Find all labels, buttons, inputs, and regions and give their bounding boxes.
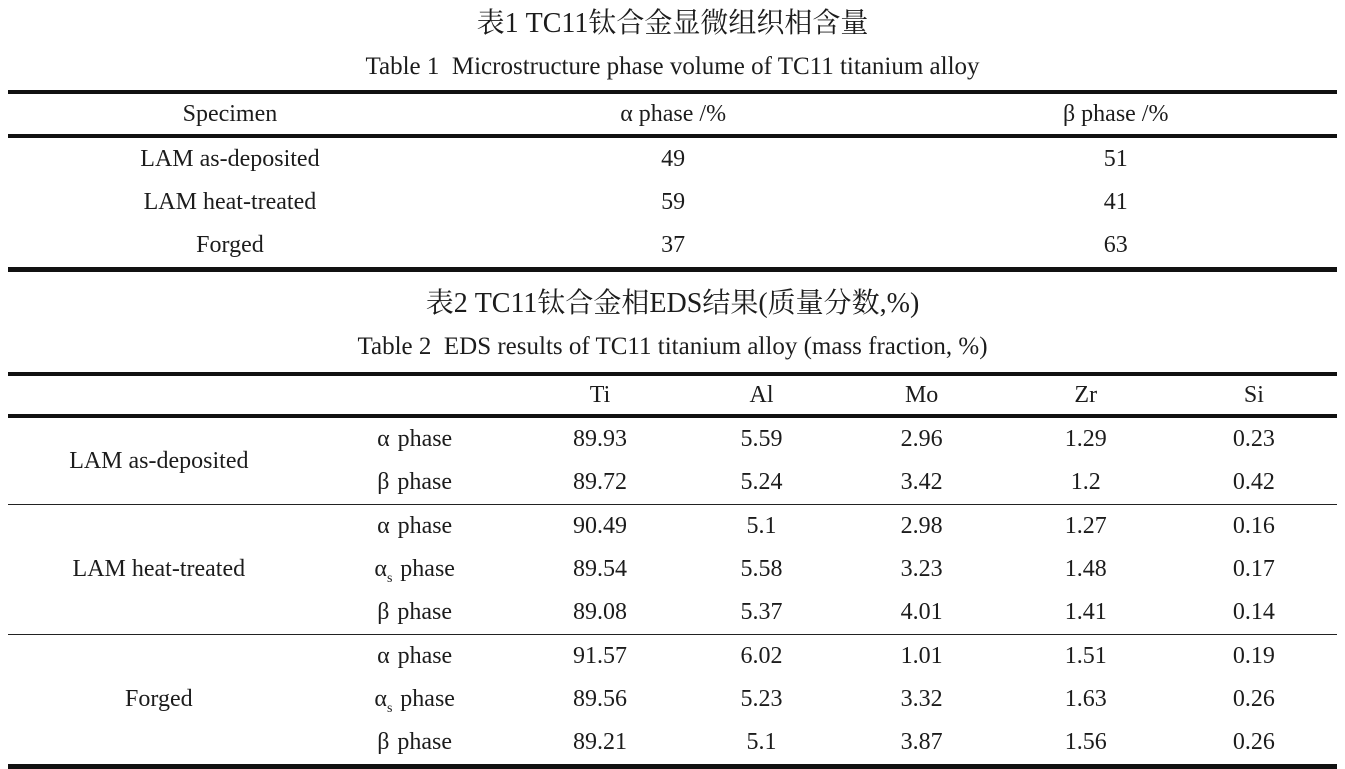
- value-ti: 89.54: [573, 556, 628, 582]
- table-row: [8, 181, 1337, 224]
- value-mo: 3.87: [900, 729, 943, 755]
- value-mo: 2.96: [900, 426, 943, 452]
- table-row: [8, 505, 1337, 549]
- value-al: 5.1: [746, 729, 777, 755]
- table2-eds-results: [8, 372, 1337, 769]
- value-zr: 1.2: [1070, 469, 1101, 495]
- alpha-value-cell: 49: [661, 146, 686, 172]
- phase-cell: [310, 505, 520, 549]
- value-zr: 1.27: [1001, 505, 1171, 549]
- table1-header-specimen: Specimen: [8, 92, 452, 136]
- table1-caption-zh: 表1 TC11钛合金显微组织相含量: [476, 8, 869, 39]
- value-zr: 1.63: [1064, 686, 1107, 712]
- table2-header-empty-specimen: [8, 374, 310, 416]
- alpha-value-cell: 37: [661, 232, 686, 258]
- phase-symbol: α: [374, 686, 387, 712]
- value-mo: 1.01: [843, 635, 1001, 679]
- phase-subscript: s: [386, 570, 393, 586]
- value-si: 0.26: [1232, 729, 1275, 755]
- phase-word: phase: [397, 643, 453, 669]
- value-zr: 1.56: [1064, 729, 1107, 755]
- value-al: 5.1: [680, 505, 842, 549]
- value-ti: 90.49: [520, 505, 681, 549]
- value-zr: 1.48: [1064, 556, 1107, 582]
- value-zr: 1.29: [1064, 426, 1107, 452]
- table-row: [8, 224, 1337, 270]
- phase-cell: [310, 416, 520, 461]
- value-ti: 89.56: [573, 686, 628, 712]
- table2-header-si: Si: [1171, 374, 1337, 416]
- phase-symbol: β: [377, 729, 390, 755]
- table1-header-alpha-phase: α phase /%: [452, 92, 895, 136]
- value-si: 0.19: [1171, 635, 1337, 679]
- value-mo: 3.32: [900, 686, 943, 712]
- value-ti: 89.72: [573, 469, 628, 495]
- phase-symbol: α: [377, 643, 390, 669]
- phase-word: phase: [400, 556, 455, 582]
- phase-word: phase: [397, 469, 453, 495]
- phase-cell: [310, 635, 520, 679]
- beta-value-cell: 51: [1103, 146, 1128, 172]
- phase-cell: [310, 461, 520, 505]
- specimen-cell: Forged: [8, 635, 310, 767]
- value-mo: 3.42: [900, 469, 943, 495]
- table1-header-row: [8, 92, 1337, 136]
- value-al: 5.24: [740, 469, 783, 495]
- table2-header-row: [8, 374, 1337, 416]
- alpha-value-cell: 59: [661, 189, 686, 215]
- phase-cell: [310, 678, 520, 721]
- value-zr: 1.51: [1001, 635, 1171, 679]
- phase-symbol: β: [377, 469, 390, 495]
- phase-word: phase: [397, 426, 453, 452]
- phase-symbol: α: [377, 426, 390, 452]
- table-row: [8, 136, 1337, 181]
- value-al: 6.02: [680, 635, 842, 679]
- table2-header-zr: Zr: [1001, 374, 1171, 416]
- value-al: 5.23: [740, 686, 783, 712]
- value-ti: 89.21: [573, 729, 628, 755]
- table2-header-al: Al: [680, 374, 842, 416]
- table2-header-ti: Ti: [520, 374, 681, 416]
- phase-symbol: α: [377, 513, 390, 539]
- phase-word: phase: [400, 686, 455, 712]
- beta-value-cell: 41: [1103, 189, 1128, 215]
- table1-phase-volume: [8, 90, 1337, 272]
- phase-symbol: β: [377, 599, 390, 625]
- table2-header-mo: Mo: [843, 374, 1001, 416]
- value-al: 5.37: [740, 599, 783, 625]
- table-row: [8, 635, 1337, 679]
- value-mo: 2.98: [843, 505, 1001, 549]
- value-si: 0.26: [1232, 686, 1275, 712]
- phase-cell: [310, 721, 520, 767]
- value-si: 0.14: [1232, 599, 1275, 625]
- phase-cell: [310, 548, 520, 591]
- phase-symbol: α: [374, 556, 387, 582]
- specimen-cell: LAM as-deposited: [69, 447, 249, 474]
- phase-word: phase: [397, 729, 453, 755]
- value-si: 0.17: [1232, 556, 1275, 582]
- specimen-cell: LAM heat-treated: [143, 189, 317, 215]
- value-ti: 89.08: [573, 599, 628, 625]
- table2-caption-en: Table 2 EDS results of TC11 titanium alloy (mass fraction, %): [357, 333, 988, 360]
- value-si: 0.23: [1232, 426, 1275, 452]
- beta-value-cell: 63: [1103, 232, 1128, 258]
- value-si: 0.16: [1171, 505, 1337, 549]
- value-al: 5.59: [740, 426, 783, 452]
- table1-caption-en: Table 1 Microstructure phase volume of TC11 titanium alloy: [365, 53, 980, 80]
- table2-header-empty-phase: [310, 374, 520, 416]
- phase-word: phase: [397, 599, 453, 625]
- value-al: 5.58: [740, 556, 783, 582]
- specimen-cell: LAM as-deposited: [140, 146, 320, 172]
- phase-subscript: s: [386, 700, 393, 716]
- value-mo: 4.01: [900, 599, 943, 625]
- specimen-cell: LAM heat-treated: [8, 505, 310, 635]
- value-si: 0.42: [1232, 469, 1275, 495]
- table1-header-beta-phase: β phase /%: [894, 92, 1337, 136]
- table-row: [8, 416, 1337, 461]
- value-mo: 3.23: [900, 556, 943, 582]
- value-zr: 1.41: [1064, 599, 1107, 625]
- phase-cell: [310, 591, 520, 635]
- table2-caption-zh: 表2 TC11钛合金相EDS结果(质量分数,%): [425, 288, 920, 319]
- value-ti: 89.93: [573, 426, 628, 452]
- value-ti: 91.57: [520, 635, 681, 679]
- specimen-cell: Forged: [196, 232, 264, 258]
- phase-word: phase: [397, 513, 453, 539]
